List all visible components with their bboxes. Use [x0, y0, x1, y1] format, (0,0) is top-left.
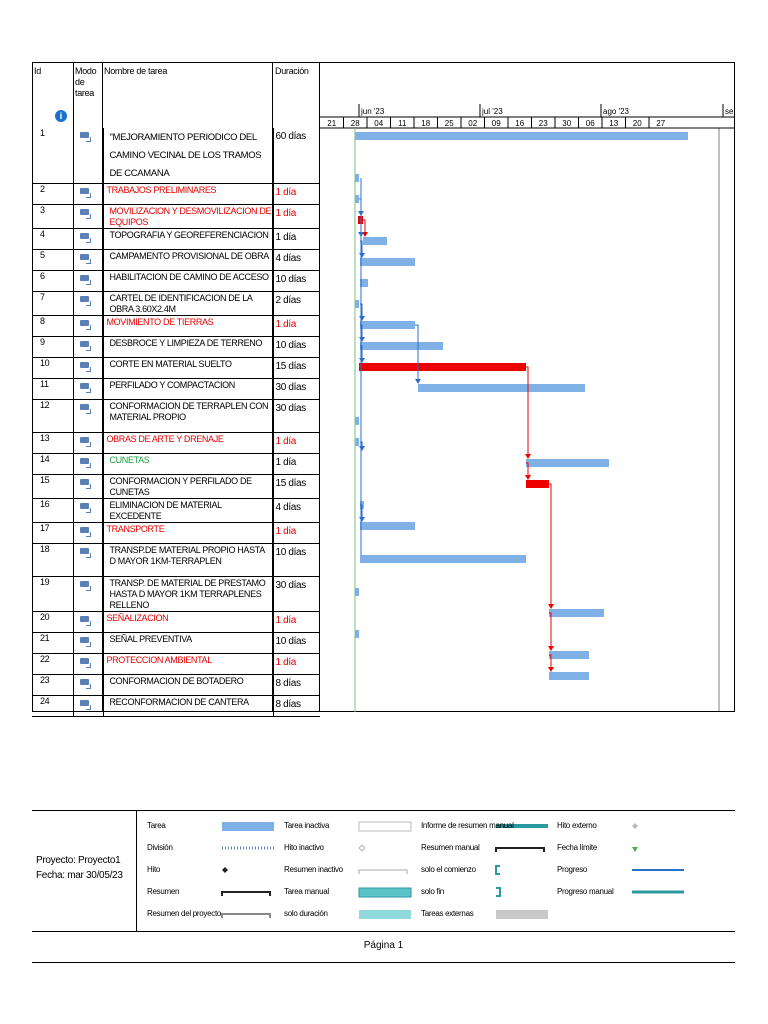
- legend: [32, 810, 735, 932]
- link-arrow: [549, 484, 551, 605]
- task-id: 15: [32, 475, 73, 499]
- link-arrow: [415, 325, 418, 380]
- legend-swatch-inactive-task: [359, 822, 411, 831]
- task-mode-cell[interactable]: [73, 612, 103, 633]
- task-id: 12: [32, 400, 73, 433]
- task-duration[interactable]: 4 días: [273, 499, 320, 523]
- task-id: 7: [32, 292, 73, 316]
- link-arrow-head: [359, 337, 365, 342]
- table-row[interactable]: [32, 654, 320, 675]
- task-mode-cell[interactable]: [73, 544, 103, 577]
- table-row[interactable]: [32, 475, 320, 499]
- legend-label: solo fin: [421, 887, 444, 896]
- link-arrow-head: [415, 379, 421, 384]
- day-label: 09: [491, 119, 501, 128]
- auto-schedule-icon: [80, 233, 89, 239]
- task-name[interactable]: CONFORMACION DE BOTADERO: [103, 675, 273, 696]
- task-duration[interactable]: 1 día: [273, 205, 320, 229]
- auto-schedule-icon: [80, 503, 89, 509]
- month-label: jul '23: [482, 107, 503, 116]
- task-bar: [360, 342, 443, 350]
- task-name[interactable]: TRANSPORTE: [103, 523, 273, 544]
- legend-swatch-duration-only: [359, 910, 411, 919]
- task-bar: [355, 195, 359, 203]
- task-duration[interactable]: 1 día: [273, 229, 320, 250]
- auto-schedule-icon: [80, 658, 89, 664]
- task-id: 3: [32, 205, 73, 229]
- table-row[interactable]: [32, 316, 320, 337]
- table-row[interactable]: [32, 544, 320, 577]
- table-row[interactable]: [32, 292, 320, 316]
- task-bar: [549, 651, 589, 659]
- task-name[interactable]: OBRAS DE ARTE Y DRENAJE: [103, 433, 273, 454]
- task-id: 5: [32, 250, 73, 271]
- month-label: ago '23: [603, 107, 629, 116]
- legend-swatch-manual-task: [359, 888, 411, 897]
- month-label: se: [725, 107, 734, 116]
- project-info: [36, 853, 123, 883]
- task-bar: [355, 300, 359, 308]
- task-name[interactable]: CONFORMACION Y PERFILADO DE CUNETAS: [103, 475, 273, 499]
- auto-schedule-icon: [80, 209, 89, 215]
- task-duration[interactable]: 1 día: [273, 316, 320, 337]
- task-id: 16: [32, 499, 73, 523]
- task-id: 8: [32, 316, 73, 337]
- header-mode[interactable]: Modo de tarea: [75, 66, 97, 98]
- task-name[interactable]: SEÑALIZACION: [103, 612, 273, 633]
- auto-schedule-icon: [80, 383, 89, 389]
- task-name[interactable]: MOVILIZACION Y DESMOVILIZACION DE EQUIPOS: [103, 205, 273, 229]
- task-bar: [360, 258, 415, 266]
- task-name[interactable]: TRANSP.DE MATERIAL PROPIO HASTA D MAYOR 1KM-TERRAPLEN: [103, 544, 273, 577]
- header-id[interactable]: Id: [34, 66, 41, 76]
- task-duration[interactable]: 8 días: [273, 675, 320, 696]
- task-name[interactable]: SEÑAL PREVENTIVA: [103, 633, 273, 654]
- task-bar: [355, 132, 688, 140]
- task-mode-cell[interactable]: [73, 379, 103, 400]
- task-duration[interactable]: 1 día: [273, 184, 320, 205]
- task-id: 17: [32, 523, 73, 544]
- task-bar: [360, 555, 526, 563]
- task-name[interactable]: CARTEL DE IDENTIFICACION DE LA OBRA 3.60X2.4M: [103, 292, 273, 316]
- day-label: 16: [515, 119, 525, 128]
- gantt-chart: [320, 62, 735, 712]
- task-bar: [355, 174, 359, 182]
- legend-label: Resumen del proyecto: [147, 909, 222, 918]
- task-bar: [355, 438, 359, 446]
- task-duration[interactable]: 2 días: [273, 292, 320, 316]
- task-name[interactable]: ELIMINACION DE MATERIAL EXCEDENTE: [103, 499, 273, 523]
- link-arrow: [363, 220, 365, 233]
- task-bar: [360, 522, 415, 530]
- task-duration[interactable]: 30 días: [273, 379, 320, 400]
- link-arrow-head: [525, 475, 531, 480]
- task-id: 11: [32, 379, 73, 400]
- link-arrow-head: [359, 358, 365, 363]
- table-row[interactable]: [32, 128, 320, 184]
- legend-label: Tarea manual: [284, 887, 329, 896]
- table-row[interactable]: [32, 577, 320, 612]
- task-duration[interactable]: 1 día: [273, 454, 320, 475]
- day-label: 27: [656, 119, 666, 128]
- page-number: Página 1: [363, 940, 404, 951]
- legend-swatch-external-milestone: [632, 823, 638, 829]
- table-row[interactable]: [32, 358, 320, 379]
- legend-swatch-inactive-summary: [359, 870, 407, 874]
- task-mode-cell[interactable]: [73, 523, 103, 544]
- auto-schedule-icon: [80, 362, 89, 368]
- task-bar: [360, 321, 415, 329]
- link-arrow-head: [548, 604, 554, 609]
- task-duration[interactable]: 1 día: [273, 523, 320, 544]
- task-duration[interactable]: 15 días: [273, 358, 320, 379]
- link-arrow-head: [359, 517, 365, 522]
- auto-schedule-icon: [80, 679, 89, 685]
- table-row[interactable]: [32, 205, 320, 229]
- day-label: 11: [398, 119, 407, 128]
- legend-swatch-milestone: [222, 867, 228, 873]
- day-label: 21: [327, 119, 337, 128]
- task-duration[interactable]: 10 días: [273, 544, 320, 577]
- task-bar: [526, 459, 609, 467]
- task-mode-cell[interactable]: [73, 400, 103, 433]
- task-name[interactable]: CORTE EN MATERIAL SUELTO: [103, 358, 273, 379]
- task-mode-cell[interactable]: [73, 577, 103, 612]
- auto-schedule-icon: [80, 458, 89, 464]
- legend-keys: [136, 811, 736, 931]
- task-mode-cell[interactable]: [73, 654, 103, 675]
- task-mode-cell[interactable]: [73, 250, 103, 271]
- legend-label: Hito inactivo: [284, 843, 324, 852]
- task-bar: [359, 363, 526, 371]
- task-duration[interactable]: 1 día: [273, 612, 320, 633]
- link-arrow-head: [548, 667, 554, 672]
- legend-label: Resumen manual: [421, 843, 480, 852]
- task-mode-cell[interactable]: [73, 316, 103, 337]
- table-row[interactable]: [32, 696, 320, 717]
- link-arrow-head: [359, 446, 365, 451]
- table-row[interactable]: [32, 337, 320, 358]
- auto-schedule-icon: [80, 637, 89, 643]
- table-row[interactable]: [32, 612, 320, 633]
- table-row[interactable]: [32, 675, 320, 696]
- task-duration[interactable]: 60 días: [273, 128, 320, 184]
- task-name[interactable]: "MEJORAMIENTO PERIODICO DEL CAMINO VECINAL DE LOS TRAMOS DE CCAMANA: [103, 128, 273, 184]
- legend-swatch-deadline: [632, 847, 638, 852]
- task-mode-cell[interactable]: [73, 675, 103, 696]
- legend-label: Hito: [147, 865, 161, 874]
- task-id: 6: [32, 271, 73, 292]
- table-row[interactable]: [32, 229, 320, 250]
- legend-swatch-project-summary: [222, 914, 270, 918]
- task-mode-cell[interactable]: [73, 696, 103, 717]
- task-id: 21: [32, 633, 73, 654]
- task-mode-cell[interactable]: [73, 184, 103, 205]
- project-date: Fecha: mar 30/05/23: [36, 870, 123, 881]
- task-duration[interactable]: 1 día: [273, 433, 320, 454]
- task-table: [32, 128, 320, 717]
- auto-schedule-icon: [80, 479, 89, 485]
- task-duration[interactable]: 30 días: [273, 400, 320, 433]
- task-id: 1: [32, 128, 73, 184]
- legend-swatch-finish-only: [496, 888, 500, 896]
- task-name[interactable]: PROTECCION AMBIENTAL: [103, 654, 273, 675]
- task-id: 20: [32, 612, 73, 633]
- project-name: Proyecto: Proyecto1: [36, 855, 121, 866]
- table-row[interactable]: [32, 400, 320, 433]
- task-bar: [549, 672, 589, 680]
- auto-schedule-icon: [80, 254, 89, 260]
- day-label: 02: [468, 119, 478, 128]
- task-mode-cell[interactable]: [73, 433, 103, 454]
- task-id: 13: [32, 433, 73, 454]
- task-name[interactable]: CAMPAMENTO PROVISIONAL DE OBRA: [103, 250, 273, 271]
- task-id: 19: [32, 577, 73, 612]
- day-label: 04: [374, 119, 384, 128]
- task-mode-cell[interactable]: [73, 229, 103, 250]
- task-id: 14: [32, 454, 73, 475]
- legend-label: Progreso manual: [557, 887, 614, 896]
- day-label: 13: [609, 119, 619, 128]
- task-name[interactable]: HABILITACION DE CAMINO DE ACCESO: [103, 271, 273, 292]
- legend-label: solo duración: [284, 909, 328, 918]
- legend-swatch-manual-summary: [496, 848, 544, 852]
- table-row[interactable]: [32, 633, 320, 654]
- task-duration[interactable]: 10 días: [273, 271, 320, 292]
- task-id: 22: [32, 654, 73, 675]
- legend-label: Tarea: [147, 821, 166, 830]
- task-name[interactable]: MOVIMIENTO DE TIERRAS: [103, 316, 273, 337]
- task-mode-cell[interactable]: [73, 292, 103, 316]
- task-mode-cell[interactable]: [73, 271, 103, 292]
- day-label: 20: [632, 119, 642, 128]
- task-bar: [363, 237, 387, 245]
- legend-swatch-summary: [222, 892, 270, 896]
- link-arrow-head: [525, 454, 531, 459]
- legend-swatch-task: [222, 822, 274, 831]
- task-name[interactable]: DESBROCE Y LIMPIEZA DE TERRENO: [103, 337, 273, 358]
- table-row[interactable]: [32, 184, 320, 205]
- task-id: 4: [32, 229, 73, 250]
- task-mode-cell[interactable]: [73, 499, 103, 523]
- task-bar: [355, 588, 359, 596]
- legend-label: Tarea inactiva: [284, 821, 330, 830]
- legend-label: Resumen inactivo: [284, 865, 343, 874]
- task-name[interactable]: TOPOGRAFIA Y GEOREFERENCIACION: [103, 229, 273, 250]
- month-label: jun '23: [361, 107, 385, 116]
- auto-schedule-icon: [80, 341, 89, 347]
- legend-label: División: [147, 843, 173, 852]
- auto-schedule-icon: [80, 616, 89, 622]
- header-duration[interactable]: Duración: [275, 66, 309, 76]
- table-row[interactable]: [32, 499, 320, 523]
- table-row[interactable]: [32, 523, 320, 544]
- auto-schedule-icon: [80, 188, 89, 194]
- task-id: 23: [32, 675, 73, 696]
- footer: [32, 930, 735, 963]
- task-duration[interactable]: 10 días: [273, 337, 320, 358]
- task-name[interactable]: CUNETAS: [103, 454, 273, 475]
- legend-label: Resumen: [147, 887, 180, 896]
- task-mode-cell[interactable]: [73, 358, 103, 379]
- task-duration[interactable]: 30 días: [273, 577, 320, 612]
- task-name[interactable]: TRABAJOS PRELIMINARES: [103, 184, 273, 205]
- link-arrow-head: [359, 316, 365, 321]
- task-mode-cell[interactable]: [73, 128, 103, 184]
- legend-label: Informe de resumen manual: [421, 821, 514, 830]
- task-bar: [418, 384, 585, 392]
- task-duration[interactable]: 15 días: [273, 475, 320, 499]
- gantt-sheet: [32, 62, 735, 962]
- task-id: 2: [32, 184, 73, 205]
- auto-schedule-icon: [80, 320, 89, 326]
- legend-label: solo el comienzo: [421, 865, 476, 874]
- auto-schedule-icon: [80, 700, 89, 706]
- day-label: 28: [350, 119, 360, 128]
- task-duration[interactable]: 8 días: [273, 696, 320, 717]
- gantt-svg: [320, 62, 735, 712]
- task-mode-cell[interactable]: [73, 475, 103, 499]
- task-id: 24: [32, 696, 73, 717]
- legend-label: Hito externo: [557, 821, 597, 830]
- auto-schedule-icon: [80, 296, 89, 302]
- legend-swatch-external-tasks: [496, 910, 548, 919]
- day-label: 30: [562, 119, 572, 128]
- table-row[interactable]: [32, 454, 320, 475]
- auto-schedule-icon: [80, 581, 89, 587]
- link-arrow-head: [359, 253, 365, 258]
- task-duration[interactable]: 10 días: [273, 633, 320, 654]
- task-id: 18: [32, 544, 73, 577]
- auto-schedule-icon: [80, 527, 89, 533]
- header-name[interactable]: Nombre de tarea: [104, 66, 168, 76]
- task-name[interactable]: TRANSP. DE MATERIAL DE PRESTAMO HASTA D MAYOR 1KM TERRAPLENES RELLENO: [103, 577, 273, 612]
- task-bar: [355, 417, 359, 425]
- info-icon: i: [55, 110, 67, 122]
- day-label: 18: [421, 119, 431, 128]
- task-mode-cell[interactable]: [73, 454, 103, 475]
- auto-schedule-icon: [80, 132, 89, 138]
- legend-label: Progreso: [557, 865, 588, 874]
- task-name[interactable]: RECONFORMACION DE CANTERA: [103, 696, 273, 717]
- link-arrow: [549, 613, 551, 647]
- task-bar: [549, 609, 604, 617]
- auto-schedule-icon: [80, 548, 89, 554]
- task-name[interactable]: PERFILADO Y COMPACTACION: [103, 379, 273, 400]
- legend-swatch-start-only: [496, 866, 500, 874]
- table-row[interactable]: [32, 379, 320, 400]
- link-arrow: [526, 367, 528, 455]
- day-label: 23: [538, 119, 548, 128]
- table-row[interactable]: [32, 250, 320, 271]
- day-label: 25: [444, 119, 454, 128]
- task-duration[interactable]: 1 día: [273, 654, 320, 675]
- task-mode-cell[interactable]: [73, 337, 103, 358]
- task-bar: [526, 480, 549, 488]
- task-duration[interactable]: 4 días: [273, 250, 320, 271]
- legend-label: Fecha límite: [557, 843, 597, 852]
- task-name[interactable]: CONFORMACION DE TERRAPLEN CON MATERIAL PROPIO: [103, 400, 273, 433]
- task-mode-cell[interactable]: [73, 633, 103, 654]
- table-row[interactable]: [32, 433, 320, 454]
- task-id: 9: [32, 337, 73, 358]
- task-id: 10: [32, 358, 73, 379]
- auto-schedule-icon: [80, 275, 89, 281]
- day-label: 06: [585, 119, 595, 128]
- legend-swatch-inactive-milestone: [359, 845, 365, 851]
- link-arrow-head: [548, 646, 554, 651]
- task-bar: [355, 630, 359, 638]
- task-mode-cell[interactable]: [73, 205, 103, 229]
- auto-schedule-icon: [80, 437, 89, 443]
- table-row[interactable]: [32, 271, 320, 292]
- legend-label: Tareas externas: [421, 909, 474, 918]
- auto-schedule-icon: [80, 404, 89, 410]
